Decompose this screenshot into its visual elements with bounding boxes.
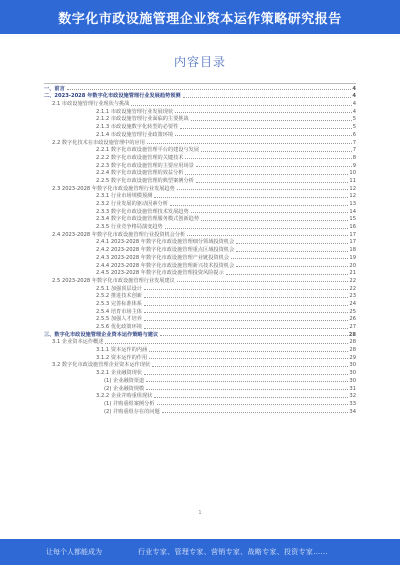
toc-entry[interactable]	[44, 230, 356, 238]
toc-entry[interactable]	[44, 269, 356, 277]
toc-entry-title: 2.4 2023-2028 年数字化市政设施管理行业投资机会分析	[52, 231, 186, 238]
toc-entry-title: 3.1.1 资本运作的内涵	[96, 347, 148, 354]
toc-entry-title: 3.1.2 资本运作的作用	[96, 354, 148, 361]
toc-entry-page: 10	[349, 170, 356, 177]
toc-entry-page: 9	[352, 162, 356, 169]
toc-entry-title: 2.4.1 2023-2028 年数字化市政设施管理细分领域投资机会	[96, 239, 235, 246]
toc-entry-title: 2.2.3 数字化市政设施管理的主要应用场景	[96, 162, 194, 169]
toc-entry-title: 2.1.2 市政设施管理行业面临的主要挑战	[96, 116, 189, 123]
toc-entry-page: 12	[349, 193, 356, 200]
toc-entry[interactable]	[44, 399, 356, 407]
toc-entry-title: 2.2.5 数字化市政设施管理的典型案例分析	[96, 177, 194, 184]
toc-entry-title: 2.4.5 2023-2028 年数字化市政设施管理投资风险提示	[96, 270, 224, 277]
toc-entry[interactable]	[44, 169, 356, 177]
toc-entry-title: 2.5.2 推进技术创新	[96, 293, 142, 300]
toc-entry-page: 30	[349, 362, 356, 369]
toc-entry-title: 2.3.1 行业市场规模预测	[96, 193, 153, 200]
toc-entry-title: 2.5.5 加强人才培养	[96, 316, 142, 323]
toc-entry-page: 14	[349, 208, 356, 215]
toc-leader-dots	[236, 266, 348, 267]
toc-entry[interactable]	[44, 207, 356, 215]
toc-entry-title: 2.1.3 市政设施数字化转型的必要性	[96, 124, 179, 131]
toc-entry-page: 22	[349, 285, 356, 292]
toc-entry-page: 29	[349, 354, 356, 361]
toc-entry[interactable]	[44, 130, 356, 138]
toc-leader-dots	[67, 89, 352, 90]
toc-leader-dots	[144, 305, 348, 306]
toc-entry-page: 5	[352, 116, 356, 123]
toc-entry[interactable]	[44, 407, 356, 415]
toc-leader-dots	[226, 274, 349, 275]
toc-entry-page: 23	[349, 293, 356, 300]
footer-banner	[0, 539, 400, 565]
toc-entry[interactable]	[44, 345, 356, 353]
toc-leader-dots	[154, 197, 348, 198]
toc-leader-dots	[201, 220, 348, 221]
report-title: 数字化市政设施管理企业资本运作策略研究报告	[58, 11, 342, 27]
toc-entry-page: 7	[352, 147, 356, 154]
toc-leader-dots	[144, 312, 348, 313]
toc-leader-dots	[191, 212, 349, 213]
toc-leader-dots	[144, 289, 348, 290]
toc-entry[interactable]	[44, 222, 356, 230]
toc-entry[interactable]	[44, 184, 356, 192]
toc-entry-page: 4	[352, 93, 356, 100]
toc-entry-page: 7	[352, 139, 356, 146]
toc-entry-title: 2.4.3 2023-2028 年数字化市政设施管理产业链投资机会	[96, 254, 229, 261]
toc-entry-page: 12	[349, 185, 356, 192]
toc-entry[interactable]	[44, 315, 356, 323]
toc-leader-dots	[105, 343, 348, 344]
toc-entry[interactable]	[44, 392, 356, 400]
toc-entry[interactable]	[44, 84, 356, 92]
toc-entry-page: 30	[349, 377, 356, 384]
toc-entry[interactable]	[44, 261, 356, 269]
toc-entry[interactable]	[44, 322, 356, 330]
toc-leader-dots	[177, 189, 349, 190]
page-number: 1	[198, 510, 202, 516]
toc-entry[interactable]	[44, 146, 356, 154]
toc-entry[interactable]	[44, 330, 356, 338]
toc-leader-dots	[183, 97, 352, 98]
toc-entry-title: 2.5.4 培育市场主体	[96, 308, 142, 315]
toc-leader-dots	[160, 335, 348, 336]
toc-entry[interactable]	[44, 253, 356, 261]
toc-entry-page: 17	[349, 239, 356, 246]
toc-leader-dots	[131, 105, 351, 106]
toc-leader-dots	[144, 320, 348, 321]
toc-entry[interactable]	[44, 153, 356, 161]
toc-leader-dots	[144, 374, 348, 375]
toc-entry-title: 2.3.3 数字化市政设施管理技术发展趋势	[96, 208, 189, 215]
toc-entry-page: 28	[349, 339, 356, 346]
toc-entry-title: 2.2.1 数字化市政设施管理平台的建设与发展	[96, 147, 200, 154]
toc-leader-dots	[177, 281, 349, 282]
toc-entry-page: 28	[348, 331, 356, 338]
toc-leader-dots	[236, 243, 348, 244]
toc-entry[interactable]	[44, 138, 356, 146]
toc-leader-dots	[201, 151, 352, 152]
toc-entry-title: 3.2.2 企业并购重组现状	[96, 393, 153, 400]
toc-entry-page: 24	[349, 300, 356, 307]
toc-leader-dots	[149, 358, 348, 359]
toc-leader-dots	[149, 351, 348, 352]
toc-entry[interactable]	[44, 361, 356, 369]
toc-leader-dots	[185, 158, 351, 159]
toc-leader-dots	[175, 112, 352, 113]
toc-entry[interactable]	[44, 292, 356, 300]
toc-entry-title: 2.5.3 完善标准体系	[96, 300, 142, 307]
toc-entry-title: 三、数字化市政设施管理企业资本运作策略与建议	[44, 331, 159, 338]
toc-entry-title: 2.3 2023-2028 年数字化市政设施管理行业发展趋势	[52, 185, 175, 192]
toc-entry-page: 13	[349, 201, 356, 207]
toc-entry-page: 26	[349, 316, 356, 323]
toc-entry-page: 25	[349, 308, 356, 315]
toc-entry-page: 19	[349, 254, 356, 261]
toc-entry-title: 2.1 市政设施管理行业现状与挑战	[52, 101, 130, 108]
toc-leader-dots	[236, 251, 348, 252]
toc-entry-title: (1) 企业融资渠道	[104, 377, 145, 384]
header-banner	[0, 0, 400, 34]
toc-entry[interactable]	[44, 353, 356, 361]
toc-entry-title: 2.1.4 市政设施管理行业政策环境	[96, 131, 174, 138]
toc-entry-page: 4	[352, 101, 356, 108]
toc-entry[interactable]	[44, 307, 356, 315]
toc-entry-title: 2.5.1 加强顶层设计	[96, 285, 142, 292]
toc-leader-dots	[147, 143, 352, 144]
toc-entry-title: 3.1 企业资本运作概述	[52, 339, 104, 346]
toc-leader-dots	[196, 182, 349, 183]
toc-leader-dots	[157, 404, 349, 405]
toc-heading: 内容目录	[173, 55, 226, 69]
toc-entry-page: 16	[349, 224, 356, 231]
toc-entry-title: 2.1.1 市政设施管理行业发展现状	[96, 108, 174, 115]
toc-entry-title: 3.2 数字化市政设施管理企业资本运作现状	[52, 362, 151, 369]
toc-entry[interactable]	[44, 99, 356, 107]
toc-entry-title: 一、前言	[44, 85, 65, 92]
toc-leader-dots	[152, 366, 348, 367]
toc-leader-dots	[162, 412, 349, 413]
toc-entry[interactable]	[44, 245, 356, 253]
toc-entry-page: 34	[349, 408, 356, 415]
table-of-contents	[44, 84, 356, 415]
toc-entry-title: (1) 并购重组案例分析	[104, 400, 155, 407]
toc-entry[interactable]	[44, 238, 356, 246]
toc-entry[interactable]	[44, 299, 356, 307]
toc-entry[interactable]	[44, 368, 356, 376]
toc-entry-page: 17	[349, 231, 356, 238]
toc-entry-title: 二、2023-2028 年数字化市政设施管理行业发展趋势预测	[44, 93, 181, 100]
toc-entry-title: 2.5 2023-2028 年数字化市政设施管理行业发展建议	[52, 277, 175, 284]
footer-tagline: 行业专家、管理专家、营销专家、战略专家、投资专家……	[138, 548, 328, 556]
toc-entry-page: 11	[349, 177, 356, 184]
toc-entry-page: 15	[349, 216, 356, 223]
toc-entry-title: (2) 企业融资规模	[104, 385, 145, 392]
toc-leader-dots	[170, 205, 348, 206]
toc-entry-page: 21	[349, 270, 356, 277]
toc-entry[interactable]	[44, 384, 356, 392]
toc-entry-title: 2.2.4 数字化市政设施管理的效益分析	[96, 170, 184, 177]
toc-entry-page: 4	[352, 85, 356, 92]
toc-entry[interactable]	[44, 276, 356, 284]
toc-entry[interactable]	[44, 376, 356, 384]
toc-entry-title: 2.5.6 优化政策环境	[96, 324, 142, 330]
toc-entry-title: (2) 并购重组存在的问题	[104, 408, 160, 415]
toc-entry-page: 6	[352, 131, 356, 138]
toc-entry[interactable]	[44, 122, 356, 130]
toc-entry[interactable]	[44, 115, 356, 123]
footer-slogan: 让每个人都能成为	[46, 548, 102, 556]
toc-leader-dots	[191, 120, 352, 121]
toc-entry-title: 2.4.2 2023-2028 年数字化市政设施管理重点区域投资机会	[96, 247, 235, 254]
toc-leader-dots	[185, 174, 348, 175]
toc-entry-page: 8	[352, 154, 356, 161]
toc-entry[interactable]	[44, 192, 356, 200]
toc-entry-title: 2.3.4 数字化市政设施管理服务模式创新趋势	[96, 216, 200, 223]
toc-entry[interactable]	[44, 107, 356, 115]
toc-entry-page: 30	[349, 370, 356, 377]
toc-entry-page: 18	[349, 247, 356, 254]
toc-entry-title: 2.2.2 数字化市政设施管理的关键技术	[96, 154, 184, 161]
toc-leader-dots	[165, 228, 349, 229]
toc-entry[interactable]	[44, 92, 356, 100]
toc-entry-page: 28	[349, 347, 356, 354]
toc-entry-page: 22	[349, 277, 356, 284]
toc-entry[interactable]	[44, 284, 356, 292]
toc-entry[interactable]	[44, 338, 356, 346]
toc-leader-dots	[154, 397, 348, 398]
toc-entry-title: 2.4.4 2023-2028 年数字化市政设施管理新兴技术投资机会	[96, 262, 235, 269]
toc-entry-title: 2.3.2 行业发展的驱动因素分析	[96, 201, 168, 207]
toc-entry-page: 5	[352, 124, 356, 131]
toc-entry-page: 33	[349, 400, 356, 407]
toc-entry-title: 3.2.1 企业融资现状	[96, 370, 142, 377]
toc-leader-dots	[146, 389, 348, 390]
toc-leader-dots	[187, 235, 348, 236]
toc-leader-dots	[144, 297, 348, 298]
toc-entry[interactable]	[44, 161, 356, 169]
toc-entry-page: 4	[352, 108, 356, 115]
toc-entry[interactable]	[44, 176, 356, 184]
toc-entry[interactable]	[44, 199, 356, 207]
toc-leader-dots	[146, 381, 348, 382]
toc-entry[interactable]	[44, 215, 356, 223]
toc-entry-page: 27	[349, 324, 356, 330]
toc-leader-dots	[231, 258, 348, 259]
toc-entry-title: 2.3.5 行业竞争格局演变趋势	[96, 224, 163, 231]
toc-entry-page: 32	[349, 393, 356, 400]
toc-leader-dots	[144, 328, 348, 329]
toc-leader-dots	[196, 166, 352, 167]
toc-entry-title: 2.2 数字化技术在市政设施管理中的应用	[52, 139, 145, 146]
toc-leader-dots	[180, 128, 351, 129]
toc-entry-page: 20	[349, 262, 356, 269]
toc-leader-dots	[175, 135, 352, 136]
toc-entry-page: 31	[349, 385, 356, 392]
